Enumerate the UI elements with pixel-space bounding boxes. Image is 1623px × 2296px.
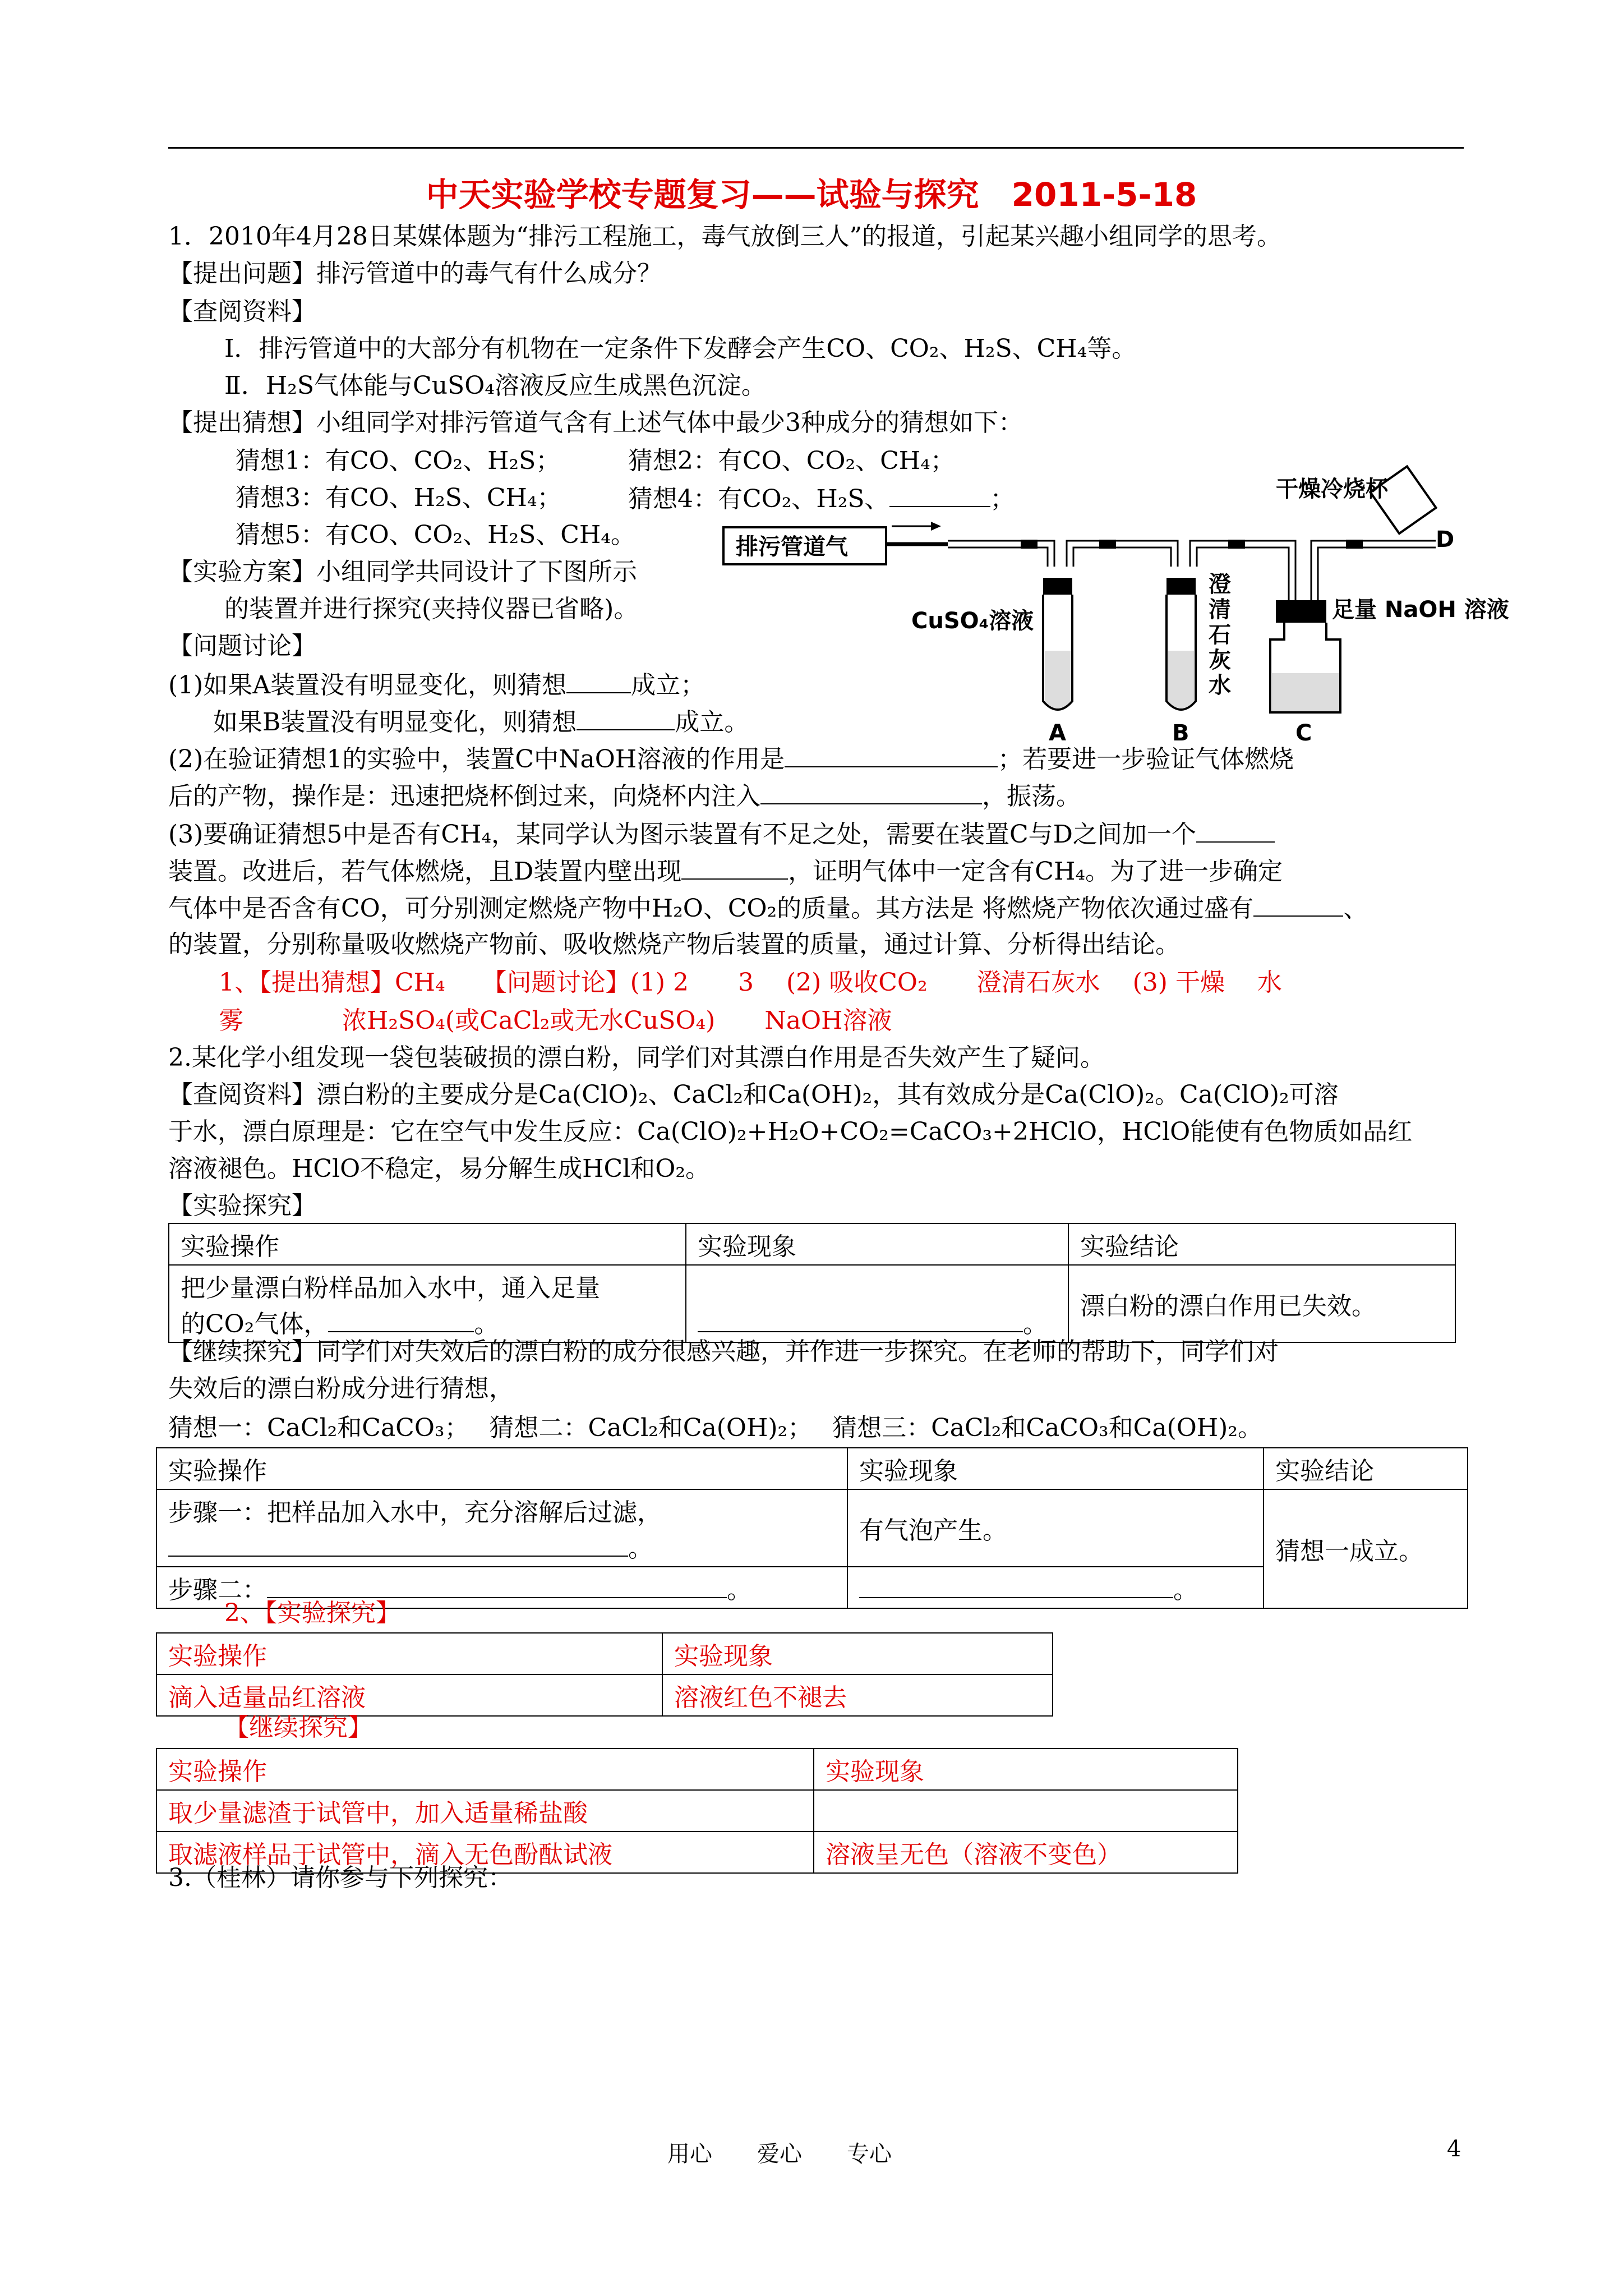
tube-b-stopper <box>1166 578 1196 595</box>
label-d: D <box>1436 527 1455 553</box>
q2-answer-heading1: 2、【实验探究】 <box>224 1599 400 1627</box>
q1-answer-line2: 雾 浓H₂SO₄(或CaCl₂或无水CuSO₄) NaOH溶液 <box>219 1006 892 1035</box>
table1-phenomenon-end: 。 <box>1023 1310 1048 1338</box>
table2-step1-blank[interactable] <box>168 1531 628 1557</box>
limewater-char-4: 灰 <box>1209 647 1231 673</box>
q1-d2a-text: (2)在验证猜想1的实验中，装置C中NaOH溶液的作用是 <box>168 745 785 774</box>
q1-plan-b: 的装置并进行探究(夹持仪器已省略)。 <box>224 595 639 623</box>
table1-phenomenon <box>686 1265 1068 1342</box>
q1-guess5: 猜想5：有CO、CO₂、H₂S、CH₄。 <box>236 521 635 549</box>
label-b: B <box>1172 720 1189 746</box>
q2-ref1: 【查阅资料】漂白粉的主要成分是Ca(ClO)₂、CaCl₂和Ca(OH)₂，其有效成分是Ca(ClO)₂。Ca(ClO)₂可溶 <box>168 1080 1339 1109</box>
q2-answer-table2 <box>156 1748 1238 1874</box>
q2-table1 <box>168 1223 1456 1343</box>
q3-intro: 3.（桂林）请你参与下列探究： <box>168 1864 513 1892</box>
answer-table1-operation: 滴入适量品红溶液 <box>156 1674 662 1716</box>
q2-continue-line1: 【继续探究】同学们对失效后的漂白粉的成分很感兴趣，并作进一步探究。在老师的帮助下，同学们对 <box>168 1337 1279 1366</box>
label-a: A <box>1049 720 1066 746</box>
q1-d3b-end: ，证明气体中一定含有CH₄。为了进一步确定 <box>788 857 1283 886</box>
limewater-char-1: 澄 <box>1209 572 1231 597</box>
q2-ref3: 溶液褪色。HClO不稳定，易分解生成HCl和O₂。 <box>168 1154 711 1183</box>
table2-step2-blank[interactable] <box>267 1572 727 1598</box>
table1-operation-blank[interactable] <box>328 1306 474 1332</box>
tube-a-liquid <box>1045 651 1071 708</box>
q1-d3c-end: 、 <box>1343 894 1368 923</box>
q2-continue-line2: 失效后的漂白粉成分进行猜想， <box>168 1374 514 1403</box>
table2-phenomenon2-end: 。 <box>1173 1576 1198 1604</box>
header-rule <box>168 147 1464 149</box>
table2-phenomenon1: 有气泡产生。 <box>847 1489 1264 1567</box>
answer-table2-header-phenomenon: 实验现象 <box>814 1749 1238 1790</box>
q1-d2b-blank[interactable] <box>760 779 982 804</box>
q1-guess3: 猜想3：有CO、H₂S、CH₄； <box>236 484 562 512</box>
answer-table1-phenomenon: 溶液红色不褪去 <box>662 1674 1053 1716</box>
q1-hypo-heading: 【提出猜想】小组同学对排污管道气含有上述气体中最少3种成分的猜想如下： <box>168 408 1023 437</box>
q1-d1b-text: 如果B装置没有明显变化，则猜想 <box>213 708 577 737</box>
q1-d1a-end: 成立； <box>631 671 706 700</box>
table2-header-operation: 实验操作 <box>156 1448 847 1489</box>
q1-discussion-heading: 【问题讨论】 <box>168 632 316 660</box>
table2-conclusion: 猜想一成立。 <box>1264 1489 1468 1608</box>
table1-conclusion: 漂白粉的漂白作用已失效。 <box>1068 1265 1455 1342</box>
answer-table2-header-operation: 实验操作 <box>156 1749 814 1790</box>
table1-phenomenon-blank[interactable] <box>698 1306 1023 1332</box>
q1-d3c-blank[interactable] <box>1253 891 1343 917</box>
q2-ref2: 于水，漂白原理是：它在空气中发生反应：Ca(ClO)₂+H₂O+CO₂=CaCO₃+2HClO，HClO能使有色物质如品红 <box>168 1117 1413 1146</box>
q1-d2a-end: ；若要进一步验证气体燃烧 <box>998 745 1294 774</box>
q2-intro: 2.某化学小组发现一袋包装破损的漂白粉，同学们对其漂白作用是否失效产生了疑问。 <box>168 1043 1105 1072</box>
q1-d3a-text: (3)要确证猜想5中是否有CH₄，某同学认为图示装置有不足之处，需要在装置C与D之间加一个 <box>168 820 1196 849</box>
page-title: 中天实验学校专题复习——试验与探究 2011-5-18 <box>426 176 1197 214</box>
q1-question: 【提出问题】排污管道中的毒气有什么成分？ <box>168 259 662 288</box>
table2-step1-end: 。 <box>628 1534 653 1563</box>
rubber-joint-4 <box>1346 540 1363 549</box>
label-c: C <box>1295 720 1312 746</box>
q1-d1a <box>168 668 705 702</box>
bottle-c-stopper <box>1276 600 1326 623</box>
beaker-label: 干燥冷烧杯 <box>1276 476 1388 502</box>
table1-operation-text: 的CO₂气体， <box>181 1310 329 1338</box>
q1-d1b <box>213 705 749 739</box>
table2-header-conclusion: 实验结论 <box>1264 1448 1468 1489</box>
bottle-c-liquid <box>1272 673 1339 711</box>
table2-header-phenomenon: 实验现象 <box>847 1448 1264 1489</box>
q1-guess4-text: 猜想4：有CO₂、H₂S、 <box>628 485 889 513</box>
pipe-to-a <box>948 541 1054 567</box>
q2-table2 <box>156 1447 1468 1609</box>
q1-ref1: Ⅰ．排污管道中的大部分有机物在一定条件下发酵会产生CO、CO₂、H₂S、CH₄等。 <box>224 334 1137 363</box>
answer-table1-header-phenomenon: 实验现象 <box>662 1633 1053 1674</box>
pipe-a-to-b <box>1067 541 1178 567</box>
table1-header-operation: 实验操作 <box>169 1223 686 1265</box>
pipe-label: 排污管道气 <box>736 534 848 560</box>
table1-header-phenomenon: 实验现象 <box>686 1223 1068 1265</box>
q1-d1a-text: (1)如果A装置没有明显变化，则猜想 <box>168 671 567 700</box>
q1-d1b-blank[interactable] <box>577 705 675 730</box>
table2-step1-line2 <box>168 1528 836 1564</box>
q1-d3b <box>168 854 1283 889</box>
table2-phenomenon2-blank[interactable] <box>859 1572 1173 1598</box>
q2-explore-heading: 【实验探究】 <box>168 1191 316 1220</box>
answer-table2-phenomenon1 <box>814 1790 1238 1832</box>
answer-table2-phenomenon2: 溶液呈无色（溶液不变色） <box>814 1832 1238 1873</box>
table2-step1-text: 步骤一：把样品加入水中，充分溶解后过滤， <box>168 1498 662 1527</box>
q1-ref2: Ⅱ．H₂S气体能与CuSO₄溶液反应生成黑色沉淀。 <box>224 371 766 400</box>
tube-a-stopper <box>1043 578 1072 595</box>
q1-d3d: 的装置，分别称量吸收燃烧产物前、吸收燃烧产物后装置的质量，通过计算、分析得出结论。 <box>168 930 1180 959</box>
q1-d2b-end: ，振荡。 <box>982 782 1081 811</box>
flow-arrow-head <box>931 522 941 531</box>
rubber-joint-3 <box>1228 540 1245 549</box>
apparatus-diagram <box>707 466 1509 746</box>
q2-answer-heading2: 【继续探究】 <box>224 1713 372 1742</box>
table1-operation-line1: 把少量漂白粉样品加入水中，通入足量 <box>181 1274 600 1303</box>
q1-d1b-end: 成立。 <box>675 708 749 737</box>
answer-table2-operation1: 取少量滤渣于试管中，加入适量稀盐酸 <box>156 1790 814 1832</box>
table1-operation-line2 <box>181 1304 674 1340</box>
table2-step2-end: 。 <box>727 1576 751 1604</box>
table2-step2-text: 步骤二： <box>168 1576 267 1604</box>
q1-d2b-text: 后的产物，操作是：迅速把烧杯倒过来，向烧杯内注入 <box>168 782 760 811</box>
q2-answer-table1 <box>156 1632 1053 1717</box>
q2-guesses: 猜想一：CaCl₂和CaCO₃； 猜想二：CaCl₂和Ca(OH)₂； 猜想三：CaCl₂和CaCO₃和Ca(OH)₂。 <box>168 1414 1262 1442</box>
answer-table2-operation2: 取滤液样品于试管中，滴入无色酚酞试液 <box>156 1832 814 1873</box>
q1-d3b-text: 装置。改进后，若气体燃烧，且D装置内壁出现 <box>168 857 682 886</box>
q1-guess1: 猜想1：有CO、CO₂、H₂S； <box>236 447 561 475</box>
q1-plan-a: 【实验方案】小组同学共同设计了下图所示 <box>168 558 637 586</box>
naoh-label: 足量 NaOH 溶液 <box>1332 597 1509 623</box>
limewater-char-2: 清 <box>1209 597 1231 623</box>
tube-b-liquid <box>1168 651 1194 708</box>
pipe-c-outlet <box>1311 541 1436 606</box>
rubber-joint-1 <box>1021 540 1038 549</box>
table2-step1 <box>156 1489 847 1567</box>
q1-intro: 1．2010年4月28日某媒体题为“排污工程施工，毒气放倒三人”的报道，引起某兴趣小组同学的思考。 <box>168 222 1281 251</box>
table1-operation <box>169 1265 686 1342</box>
q1-d3c <box>168 891 1368 926</box>
q1-d3a-blank[interactable] <box>1196 817 1275 843</box>
q1-d3a <box>168 817 1275 852</box>
cuso4-label: CuSO₄溶液 <box>911 608 1034 634</box>
limewater-char-3: 石 <box>1209 622 1231 648</box>
q1-answer-line1: 1、【提出猜想】CH₄ 【问题讨论】(1) 2 3 (2) 吸收CO₂ 澄清石灰水 (3) 干燥 水 <box>219 968 1282 997</box>
q1-d2b <box>168 779 1081 813</box>
rubber-joint-2 <box>1099 540 1116 549</box>
table2-phenomenon2 <box>847 1567 1264 1608</box>
page-number: 4 <box>1447 2136 1461 2162</box>
q1-d1a-blank[interactable] <box>566 668 631 693</box>
table1-header-conclusion: 实验结论 <box>1068 1223 1455 1265</box>
q1-refs-heading: 【查阅资料】 <box>168 297 316 326</box>
q1-d3b-blank[interactable] <box>681 854 788 880</box>
q1-guess2: 猜想2：有CO、CO₂、CH₄； <box>628 447 955 475</box>
q1-d2a <box>168 742 1294 776</box>
table1-operation-end: 。 <box>474 1310 499 1338</box>
q1-d3c-text: 气体中是否含有CO，可分别测定燃烧产物中H₂O、CO₂的质量。其方法是 将燃烧产物依次通过盛有 <box>168 894 1254 923</box>
answer-table1-header-operation: 实验操作 <box>156 1633 662 1674</box>
footer-motto: 用心 爱心 专心 <box>667 2141 892 2167</box>
q1-guess4-end: ； <box>990 485 1015 513</box>
limewater-char-5: 水 <box>1209 673 1231 698</box>
